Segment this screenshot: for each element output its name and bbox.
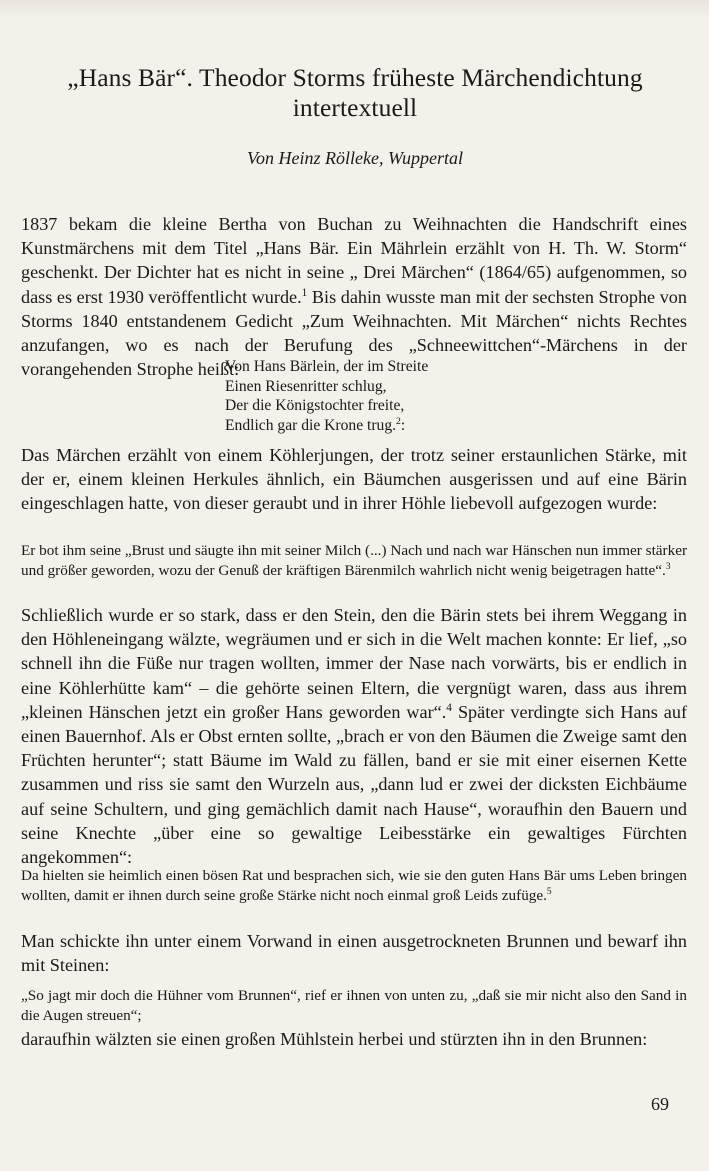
author-line: Von Heinz Rölleke, Wuppertal: [247, 148, 463, 168]
verse-line-4: Endlich gar die Krone trug.$^2$:: [225, 415, 406, 434]
footnote-ref-1[interactable]: 1: [301, 286, 308, 299]
paragraph-2: Das Märchen erzählt von einem Köhlerjungen, der trotz seiner erstaunlichen Stärke, mit der er, einem kleinen Herkules ähnlich, ein Bäumchen ausgerissen und auf eine Bärin eingeschlagen hatte, von dieser geraubt und in ihrer Höhle liebevoll aufgezogen wurde:: [21, 445, 687, 514]
quote-2: Da hielten sie heimlich einen bösen Rat und besprachen sich, wie sie den guten Hans Bär ums Leben bringen wollten, damit er ihnen durch seine große Stärke nicht noch einmal groß Leids zufüge.$^5$: [21, 867, 687, 904]
page-title: „Hans Bär“. Theodor Storms früheste Märchendichtung intertextuell: [67, 63, 643, 122]
paragraph-4: Man schickte ihn unter einem Vorwand in einen ausgetrockneten Brunnen und bewarf ihn mit Steinen:: [21, 931, 687, 976]
verse-block: [225, 357, 428, 435]
paragraph-1-text-continued: Bis dahin wusste man mit der sechsten Strophe von Storms 1840 entstandenem Gedicht „Zum Weihnachten. Mit Märchen“ nichts Rechtes anzufangen, wo es nach der Berufung des „Schneewittchen“-Märchens in der vorangehenden Strophe heißt:: [21, 286, 687, 380]
quote-1: Er bot ihm seine „Brust und säugte ihn mit seiner Milch (...) Nach und nach war Hänschen nun immer stärker und größer geworden, wozu der Genuß der kräftigen Bärenmilch wahrlich nicht wenig beigetragen hatte“.$^3$: [21, 542, 687, 579]
footnote-ref-4[interactable]: 4: [446, 701, 452, 714]
footnote-ref-2[interactable]: 2: [396, 415, 401, 427]
verse-line-2: Einen Riesenritter schlug,: [225, 377, 387, 395]
verse-line-1: Von Hans Bärlein, der im Streite: [225, 358, 429, 375]
footnote-ref-5[interactable]: 5: [546, 886, 552, 897]
page-number: 69: [651, 1094, 669, 1114]
quote-3: „So jagt mir doch die Hühner vom Brunnen“, rief er ihnen von unten zu, „daß sie mir nicht also den Sand in die Augen streuen“;: [21, 987, 687, 1024]
verse-line-3: Der die Königstochter freite,: [225, 397, 405, 415]
paragraph-3: Schließlich wurde er so stark, dass er den Stein, den die Bärin stets bei ihrem Weggang in den Höhleneingang wälzte, wegräumen und er sich in die Welt machen konnte: Er lief, „so schnell ihn die Füße nur tragen wollten, immer der Nase nach vorwärts, bis er endlich in eine Köhlerhütte kam“ – die gehörte seinen Eltern, die vergnügt waren, dass aus ihrem „kleinen Hänschen jetzt ein großer Hans geworden war“.$^4$ Später verdingte sich Hans auf einen Bauernhof. Als er Obst ernten sollte, „brach er von den Bäumen die Zweige samt den Früchten herunter“; statt Bäume im Wald zu fällen, band er sie mit einer eisernen Kette zusammen und riss sie samt den Wurzeln aus, „dann lud er zwei der dicksten Eichbäume auf seine Schultern, und ging gemächlich damit nach Hause“, woraufhin den Bauern und seine Knechte „über eine so gewaltige Leibesstärke ein gewaltiges Fürchten angekommen“:: [21, 605, 687, 868]
paragraph-1: [21, 212, 687, 381]
paragraph-1-text: 1837 bekam die kleine Bertha von Buchan zu Weihnachten die Handschrift eines Kunstmärchens mit dem Titel „Hans Bär. Ein Mährlein erzählt von H. Th. W. Storm“ geschenkt. Der Dichter hat es nicht in seine „ Drei Märchen“ (1864/65) aufgenommen, so dass es erst 1930 veröffentlicht wurde.: [21, 214, 687, 307]
paragraph-5: daraufhin wälzten sie einen großen Mühlstein herbei und stürzten ihn in den Brunnen:: [21, 1029, 648, 1049]
footnote-ref-3[interactable]: 3: [665, 561, 671, 572]
